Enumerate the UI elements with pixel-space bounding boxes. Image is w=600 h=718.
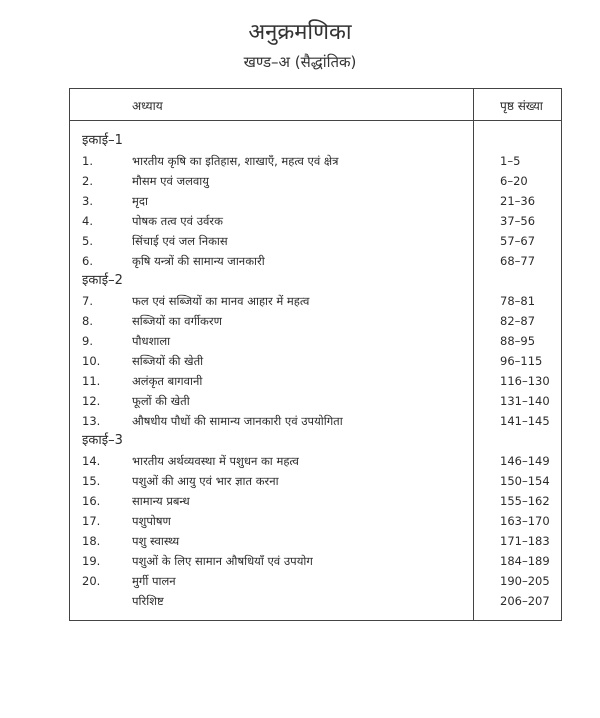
chapter-row[interactable]	[70, 171, 561, 191]
chapter-row[interactable]	[70, 371, 561, 391]
chapter-row[interactable]	[70, 291, 561, 311]
chapter-pages: 6–20	[500, 174, 528, 188]
chapter-number: 7.	[82, 294, 93, 308]
chapter-number: 17.	[82, 514, 101, 528]
chapter-name: सब्जियों का वर्गीकरण	[132, 314, 222, 328]
chapter-row[interactable]	[70, 251, 561, 271]
header-divider	[70, 120, 561, 121]
chapter-row[interactable]	[70, 231, 561, 251]
chapter-row[interactable]	[70, 571, 561, 591]
chapter-pages: 96–115	[500, 354, 543, 368]
chapter-name: सामान्य प्रबन्ध	[132, 494, 190, 508]
chapter-row[interactable]	[70, 491, 561, 511]
chapter-name: मुर्गी पालन	[132, 574, 176, 588]
chapter-number: 14.	[82, 454, 101, 468]
chapter-row[interactable]	[70, 451, 561, 471]
chapter-number: 1.	[82, 154, 93, 168]
unit-label: इकाई–1	[82, 133, 123, 148]
chapter-pages: 163–170	[500, 514, 550, 528]
chapter-pages: 88–95	[500, 334, 536, 348]
chapter-number: 20.	[82, 574, 101, 588]
chapter-name: अलंकृत बागवानी	[132, 374, 203, 388]
chapter-name: सिंचाई एवं जल निकास	[132, 234, 228, 248]
page-title: अनुक्रमणिका	[248, 20, 352, 45]
chapter-name: कृषि यन्त्रों की सामान्य जानकारी	[132, 254, 265, 268]
chapter-number: 15.	[82, 474, 101, 488]
chapter-name: पशुपोषण	[132, 514, 171, 528]
chapter-row[interactable]	[70, 531, 561, 551]
unit-label: इकाई–2	[82, 273, 123, 288]
chapter-name: मौसम एवं जलवायु	[132, 174, 209, 188]
chapter-pages: 146–149	[500, 454, 550, 468]
chapter-pages: 184–189	[500, 554, 550, 568]
chapter-name: पशुओं की आयु एवं भार ज्ञात करना	[132, 474, 279, 488]
chapter-name: फल एवं सब्जियों का मानव आहार में महत्व	[132, 294, 310, 308]
chapter-name: भारतीय अर्थव्यवस्था में पशुधन का महत्व	[132, 454, 299, 468]
chapter-pages: 150–154	[500, 474, 550, 488]
chapter-pages: 78–81	[500, 294, 536, 308]
chapter-name: औषधीय पौधों की सामान्य जानकारी एवं उपयोगिता	[132, 414, 343, 428]
table-of-contents	[69, 88, 562, 621]
chapter-name: पशुओं के लिए सामान औषधियाँ एवं उपयोग	[132, 554, 313, 568]
chapter-row[interactable]	[70, 311, 561, 331]
header-chapter: अध्याय	[132, 99, 163, 113]
chapter-number: 4.	[82, 214, 93, 228]
chapter-number: 8.	[82, 314, 93, 328]
chapter-row[interactable]	[70, 331, 561, 351]
chapter-pages: 141–145	[500, 414, 550, 428]
chapter-pages: 171–183	[500, 534, 550, 548]
chapter-name: परिशिष्ट	[132, 594, 164, 608]
chapter-number: 5.	[82, 234, 93, 248]
chapter-row[interactable]	[70, 351, 561, 371]
chapter-row[interactable]	[70, 511, 561, 531]
chapter-row[interactable]	[70, 151, 561, 171]
chapter-pages: 68–77	[500, 254, 536, 268]
chapter-row[interactable]	[70, 591, 561, 611]
chapter-row[interactable]	[70, 411, 561, 431]
chapter-pages: 82–87	[500, 314, 536, 328]
chapter-row[interactable]	[70, 471, 561, 491]
chapter-name: फूलों की खेती	[132, 394, 190, 408]
chapter-number: 2.	[82, 174, 93, 188]
chapter-pages: 21–36	[500, 194, 536, 208]
chapter-number: 10.	[82, 354, 101, 368]
chapter-name: मृदा	[132, 194, 148, 208]
chapter-name: सब्जियों की खेती	[132, 354, 204, 368]
chapter-row[interactable]	[70, 211, 561, 231]
chapter-pages: 131–140	[500, 394, 550, 408]
toc-rows	[70, 131, 561, 611]
unit-label: इकाई–3	[82, 433, 123, 448]
chapter-number: 18.	[82, 534, 101, 548]
chapter-number: 19.	[82, 554, 101, 568]
chapter-pages: 57–67	[500, 234, 536, 248]
chapter-pages: 206–207	[500, 594, 550, 608]
chapter-name: पशु स्वास्थ्य	[132, 534, 180, 548]
chapter-number: 16.	[82, 494, 101, 508]
chapter-name: पौधशाला	[132, 334, 171, 348]
chapter-pages: 155–162	[500, 494, 550, 508]
chapter-pages: 37–56	[500, 214, 536, 228]
chapter-number: 3.	[82, 194, 93, 208]
chapter-name: पोषक तत्व एवं उर्वरक	[132, 214, 223, 228]
chapter-number: 12.	[82, 394, 101, 408]
chapter-row[interactable]	[70, 391, 561, 411]
chapter-number: 11.	[82, 374, 101, 388]
chapter-pages: 190–205	[500, 574, 550, 588]
unit-heading	[70, 431, 561, 451]
unit-heading	[70, 131, 561, 151]
chapter-number: 9.	[82, 334, 93, 348]
header-pages: पृष्ठ संख्या	[500, 99, 543, 113]
chapter-name: भारतीय कृषि का इतिहास, शाखाएँ, महत्व एवं क्षेत्र	[132, 154, 339, 168]
chapter-pages: 116–130	[500, 374, 550, 388]
unit-heading	[70, 271, 561, 291]
chapter-number: 6.	[82, 254, 93, 268]
section-subtitle: खण्ड–अ (सैद्धांतिक)	[243, 53, 357, 71]
chapter-row[interactable]	[70, 191, 561, 211]
chapter-pages: 1–5	[500, 154, 521, 168]
chapter-row[interactable]	[70, 551, 561, 571]
chapter-number: 13.	[82, 414, 101, 428]
